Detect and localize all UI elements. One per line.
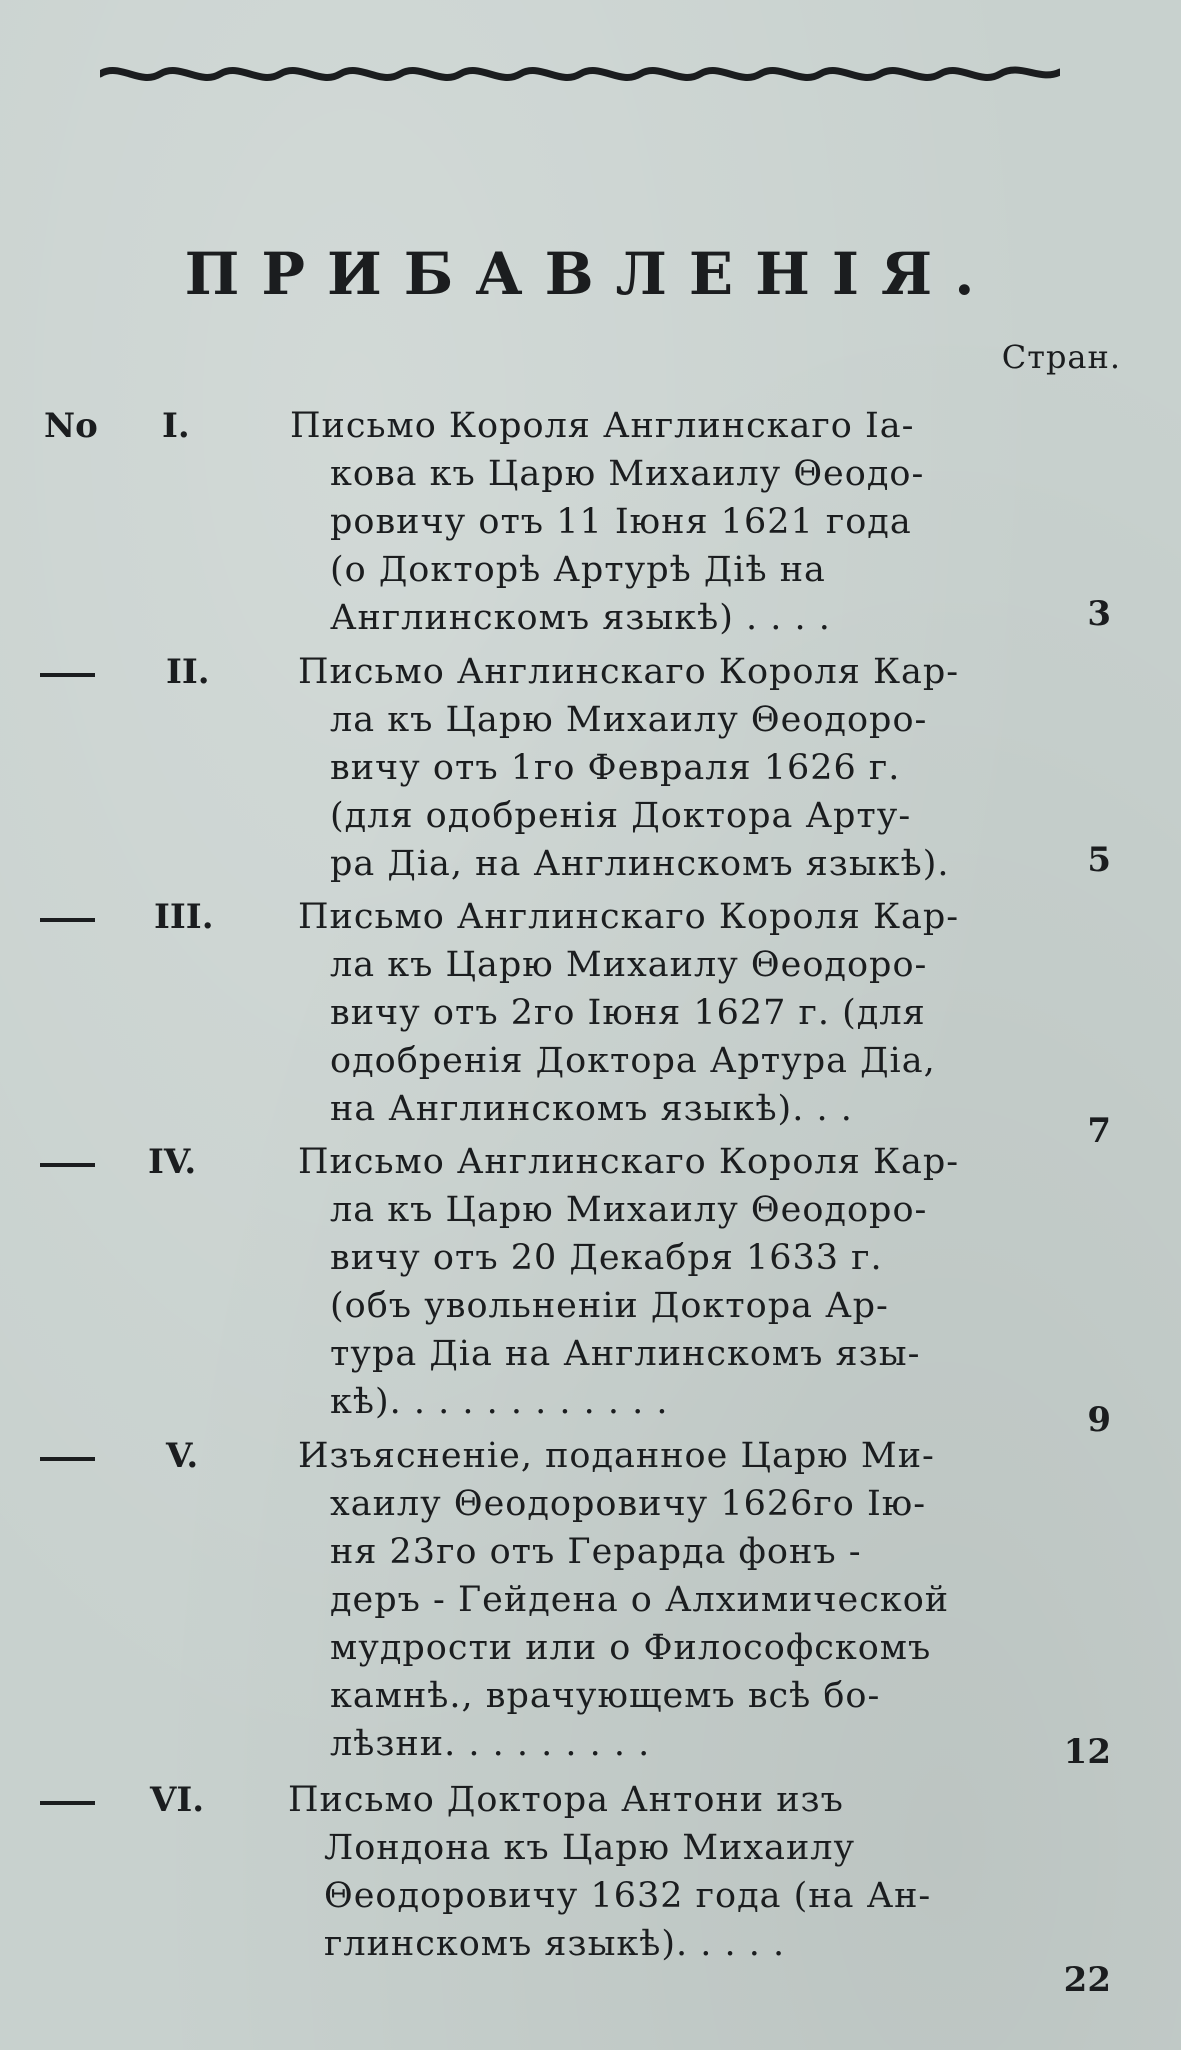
entry-line: ра Діа, на Англинскомъ языкѣ). bbox=[330, 844, 950, 884]
entry-line: Лондона къ Царю Михаилу bbox=[324, 1828, 856, 1868]
entry-page-number: 5 bbox=[1087, 840, 1111, 880]
ditto-dash bbox=[40, 1163, 95, 1167]
number-prefix: No bbox=[44, 406, 98, 446]
entry-line: Англинскомъ языкѣ) . . . . bbox=[330, 598, 831, 638]
entry-page-number: 22 bbox=[1063, 1960, 1111, 2000]
entry-line: (объ увольненіи Доктора Ар- bbox=[330, 1286, 889, 1326]
entry-line: ла къ Царю Михаилу Θеодоро- bbox=[330, 945, 928, 985]
entry-line: мудрости или о Философскомъ bbox=[330, 1628, 932, 1668]
entry-roman: V. bbox=[166, 1436, 199, 1476]
entry-page-number: 3 bbox=[1087, 594, 1111, 634]
entry-line: Письмо Англинскаго Короля Кар- bbox=[298, 1142, 960, 1182]
entry-page-number: 9 bbox=[1087, 1400, 1111, 1440]
entry-line: Θеодоровичу 1632 года (на Ан- bbox=[324, 1876, 932, 1916]
entry-line: ла къ Царю Михаилу Θеодоро- bbox=[330, 700, 928, 740]
ditto-dash bbox=[40, 1457, 95, 1461]
ditto-dash bbox=[40, 918, 95, 922]
entry-line: лѣзни. . . . . . . . . bbox=[330, 1724, 651, 1764]
entry-line: вичу отъ 1го Февраля 1626 г. bbox=[330, 748, 901, 788]
entry-line: Изъясненіе, поданное Царю Ми- bbox=[298, 1436, 935, 1476]
entry-line: глинскомъ языкѣ). . . . . bbox=[324, 1924, 786, 1964]
entry-line: вичу отъ 20 Декабря 1633 г. bbox=[330, 1238, 883, 1278]
entry-roman: VI. bbox=[150, 1780, 205, 1820]
entry-roman: I. bbox=[162, 406, 190, 446]
page-column-label: Стран. bbox=[1001, 338, 1121, 376]
entry-line: Письмо Короля Англинскаго Іа- bbox=[290, 406, 915, 446]
entry-line: камнѣ., врачующемъ всѣ бо- bbox=[330, 1676, 881, 1716]
page-title: ПРИБАВЛЕНІЯ. bbox=[184, 240, 997, 308]
entry-line: одобренія Доктора Артура Діа, bbox=[330, 1041, 936, 1081]
entry-roman: III. bbox=[154, 897, 214, 937]
entry-roman: IV. bbox=[148, 1142, 197, 1182]
entry-page-number: 7 bbox=[1087, 1111, 1111, 1151]
entry-line: деръ - Гейдена о Алхимической bbox=[330, 1580, 950, 1620]
ditto-dash bbox=[40, 1801, 95, 1805]
entry-line: (о Докторѣ Артурѣ Діѣ на bbox=[330, 550, 826, 590]
entry-line: (для одобренія Доктора Арту- bbox=[330, 796, 912, 836]
entry-line: кѣ). . . . . . . . . . . . bbox=[330, 1382, 669, 1422]
entry-line: вичу отъ 2го Іюня 1627 г. (для bbox=[330, 993, 926, 1033]
entry-line: хаилу Θеодоровичу 1626го Ію- bbox=[330, 1484, 927, 1524]
entry-line: кова къ Царю Михаилу Θеодо- bbox=[330, 454, 925, 494]
ditto-dash bbox=[40, 673, 95, 677]
entry-line: ня 23го отъ Герарда фонъ - bbox=[330, 1532, 862, 1572]
entry-roman: II. bbox=[166, 652, 210, 692]
entry-page-number: 12 bbox=[1063, 1732, 1111, 1772]
entry-line: ла къ Царю Михаилу Θеодоро- bbox=[330, 1190, 928, 1230]
entry-line: Письмо Англинскаго Короля Кар- bbox=[298, 652, 960, 692]
entry-line: Письмо Англинскаго Короля Кар- bbox=[298, 897, 960, 937]
wavy-rule-ornament bbox=[100, 52, 1060, 92]
entry-line: тура Діа на Англинскомъ язы- bbox=[330, 1334, 921, 1374]
entry-line: Письмо Доктора Антони изъ bbox=[288, 1780, 844, 1820]
entry-line: на Англинскомъ языкѣ). . . bbox=[330, 1089, 853, 1129]
entry-line: ровичу отъ 11 Іюня 1621 года bbox=[330, 502, 912, 542]
